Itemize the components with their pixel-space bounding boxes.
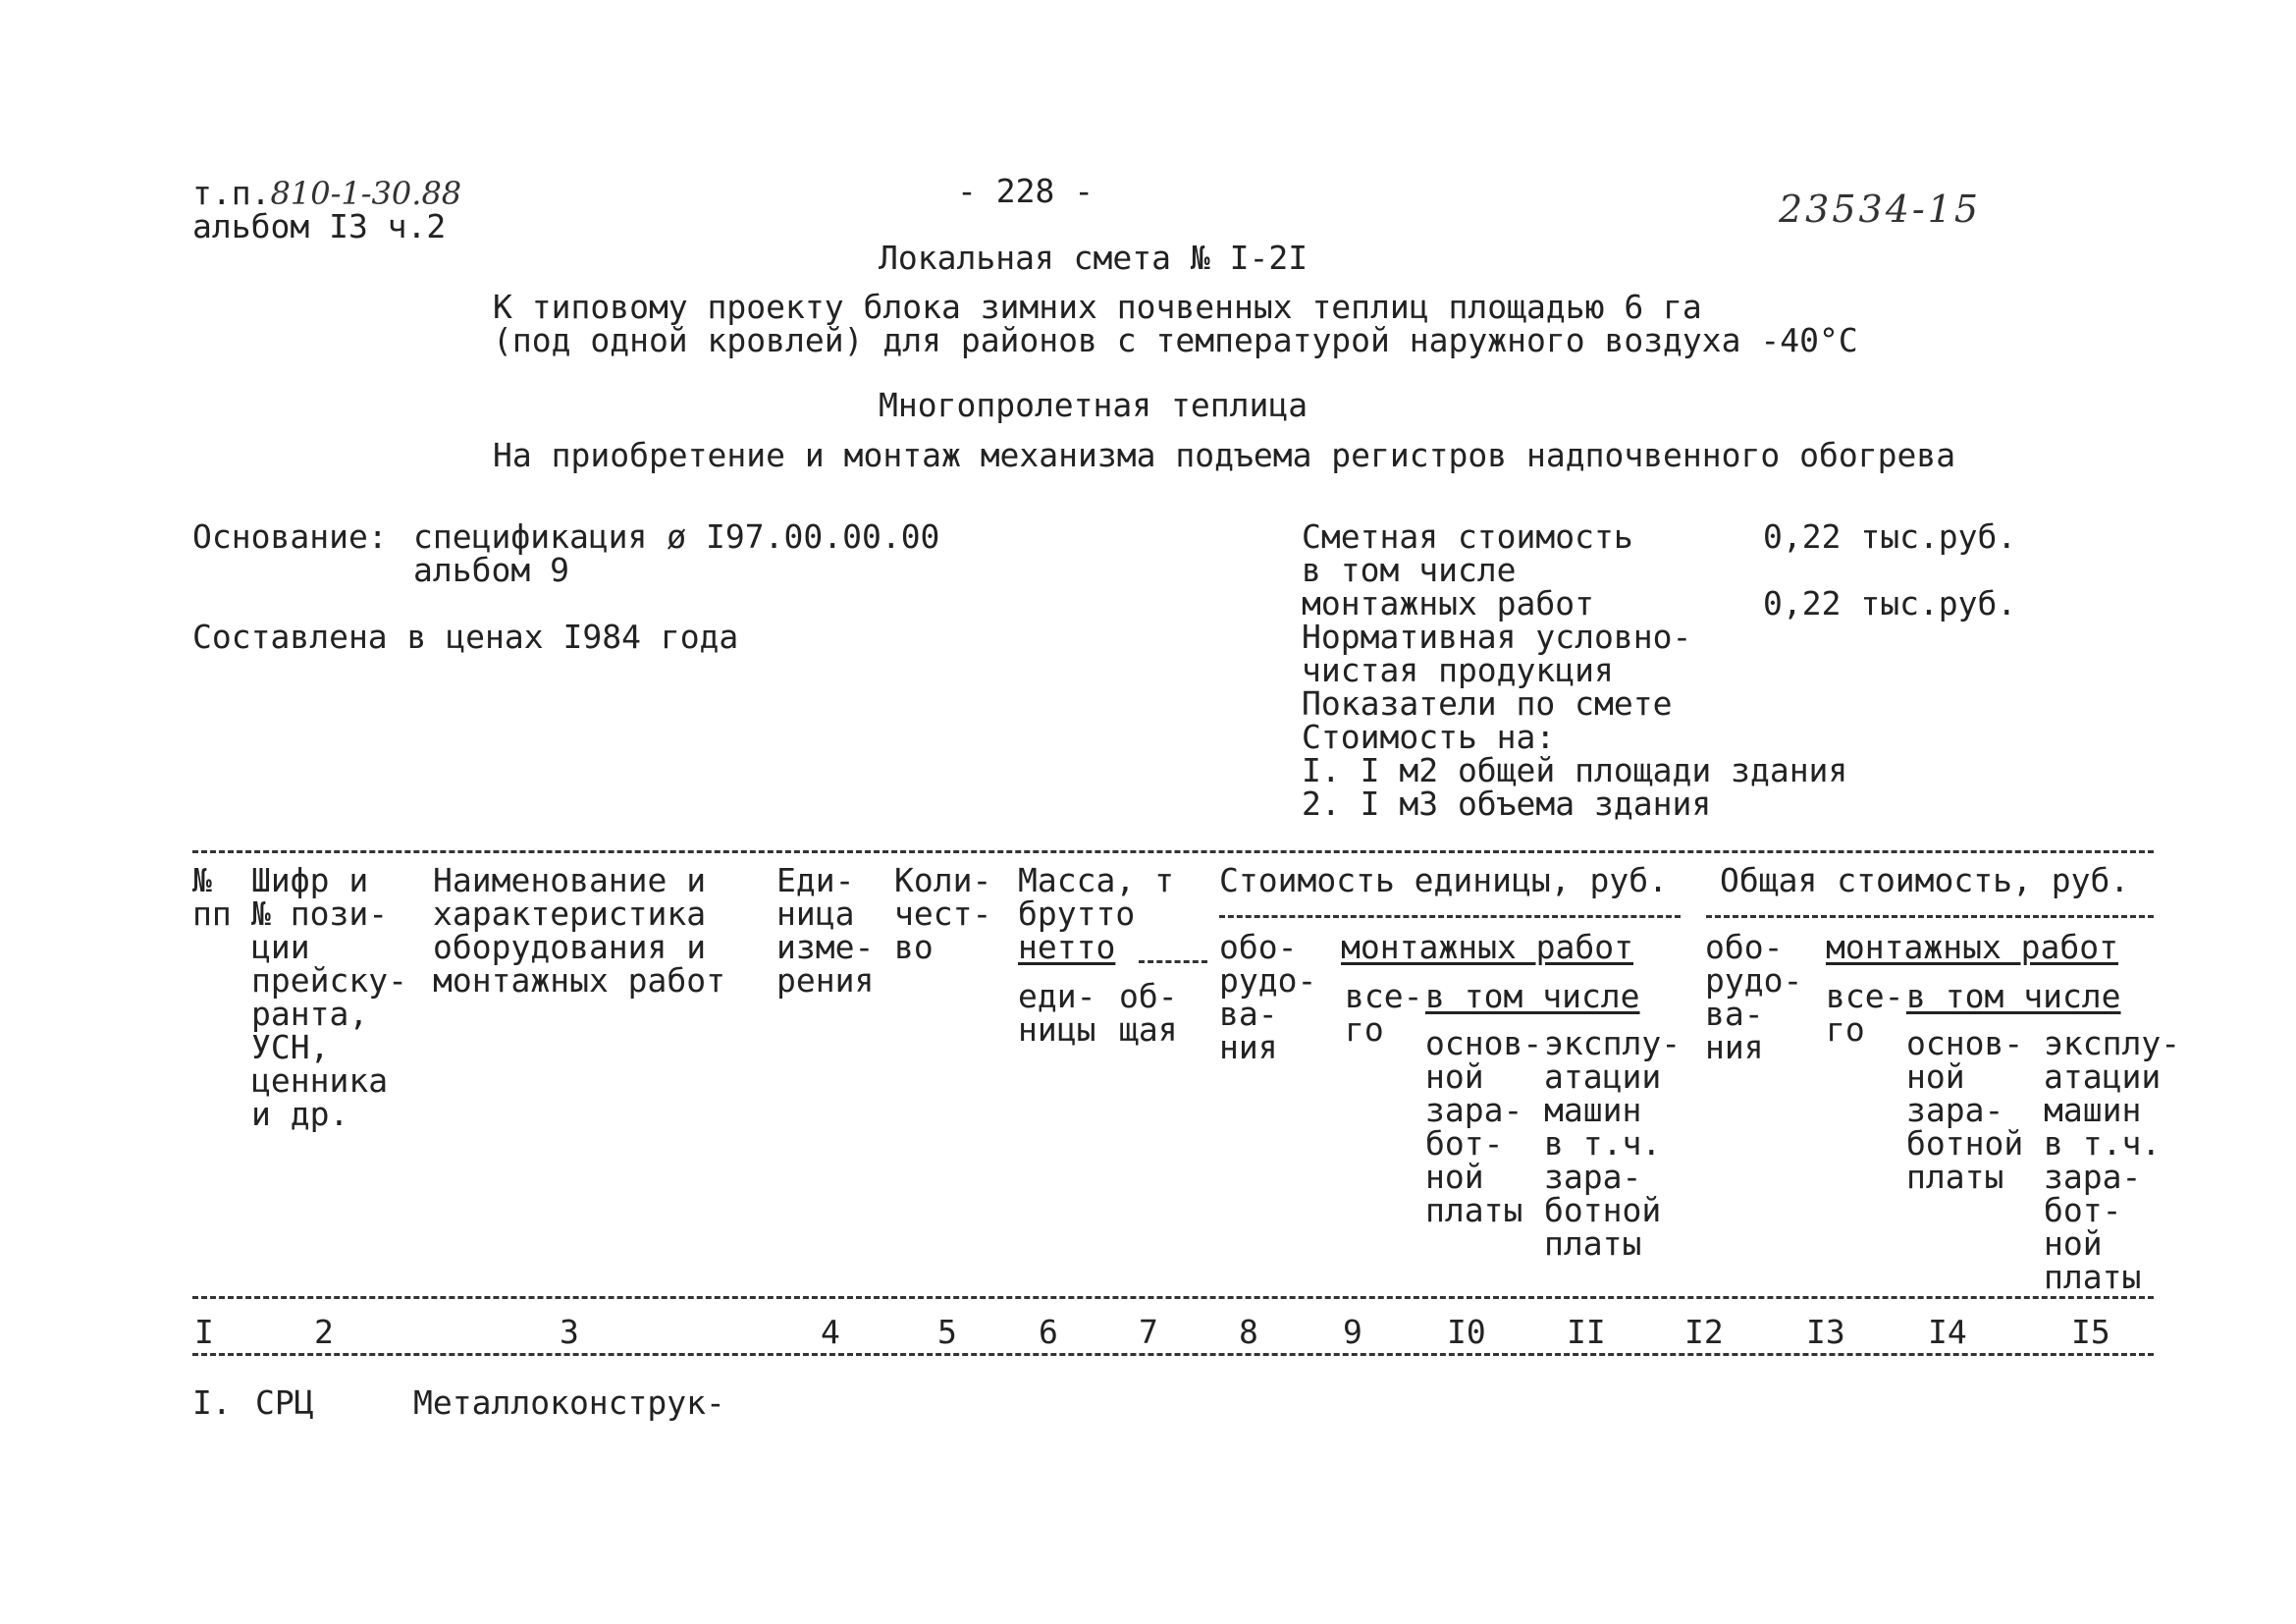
row-name: Металлоконструк- [413,1383,725,1422]
estimated-cost-value: 0,22 тыс.руб. [1763,517,2017,556]
column-number: I0 [1447,1313,1486,1351]
basis-album: альбом 9 [413,551,569,589]
column-number: 5 [937,1313,957,1351]
cost-per-m2: I. I м2 общей площади здания [1302,751,1848,789]
page-number: - 228 - [957,172,1095,210]
purpose-title: На приобретение и монтаж механизма подъема регистров надпочвенного обогрева [493,436,1956,474]
cost-per-label: Стоимость на: [1302,718,1556,756]
column-number: 9 [1343,1313,1362,1351]
album-label: альбом I3 ч.2 [192,207,447,245]
header-mass-per-unit: еди- ницы [1018,977,1096,1049]
column-numbers-rule [192,1353,2154,1356]
inventory-number-handwritten: 23534-15 [1779,188,1982,231]
header-unit-machine-operation: эксплу- атации машин в т.ч. зара- ботной платы [1544,1024,1682,1263]
column-number: 4 [821,1313,840,1351]
table-top-rule [192,850,2154,853]
header-unit-cost-group: Стоимость единицы, руб. [1219,861,1668,899]
estimated-cost-label: Сметная стоимость [1302,517,1633,556]
project-title-line1: К типовому проекту блока зимних почвенных теплиц площадью 6 га [493,288,1702,326]
header-total-including: в том числе [1906,977,2121,1015]
unit-cost-rule [1219,915,1681,918]
header-total-cost-group: Общая стоимость, руб. [1720,861,2130,899]
header-total-equipment: обо- рудо- ва- ния [1705,928,1803,1066]
column-number: I4 [1928,1313,1967,1351]
header-quantity: Коли- чест- во [894,861,992,966]
header-mass-gross: брутто [1018,894,1136,933]
column-number: 3 [560,1313,579,1351]
row-number: I. [192,1383,232,1422]
header-total-installation: монтажных работ [1826,928,2119,966]
header-code: Шифр и № пози- ции прейску- ранта, УСН, ценника и др. [251,861,407,1133]
normative-label-1: Нормативная условно- [1302,618,1692,656]
column-number: 8 [1239,1313,1258,1351]
object-title: Многопролетная теплица [879,386,1308,424]
header-unit-total: все- го [1345,977,1423,1049]
header-bottom-rule [192,1296,2154,1299]
header-unit-installation: монтажных работ [1341,928,1634,966]
header-mass-net: нетто [1018,928,1116,966]
basis-spec: спецификация ø I97.00.00.00 [413,517,940,556]
column-number: 7 [1139,1313,1158,1351]
column-number: 6 [1039,1313,1058,1351]
header-name: Наименование и характеристика оборудования и монтажных работ [433,861,726,1000]
row-code: СРЦ [255,1383,314,1422]
column-number: I5 [2071,1313,2110,1351]
header-unit-including: в том числе [1425,977,1640,1015]
including-label: в том числе [1302,551,1517,589]
column-number: I3 [1806,1313,1845,1351]
header-total-total: все- го [1826,977,1904,1049]
header-total-basic-wages: основ- ной зара- ботной платы [1906,1024,2024,1196]
header-row-number: № пп [192,861,232,933]
column-number: II [1567,1313,1606,1351]
basis-label: Основание: [192,517,388,556]
header-unit: Еди- ница изме- рения [776,861,875,1000]
column-number: I2 [1684,1313,1724,1351]
project-prefix: т.п. [192,174,271,212]
normative-label-2: чистая продукция [1302,651,1614,689]
column-number: I [194,1313,214,1351]
installation-cost-value: 0,22 тыс.руб. [1763,584,2017,623]
header-total-machine-operation: эксплу- атации машин в т.ч. зара- бот- ной платы [2044,1024,2181,1296]
price-basis: Составлена в ценах I984 года [192,618,739,656]
header-unit-basic-wages: основ- ной зара- бот- ной платы [1425,1024,1543,1229]
cost-per-m3: 2. I м3 объема здания [1302,785,1712,823]
project-number-handwritten: 810-1-30.88 [270,175,462,212]
header-mass-total: об- щая [1119,977,1178,1049]
project-title-line2: (под одной кровлей) для районов с температурой наружного воздуха -40°С [493,321,1858,359]
column-number: 2 [314,1313,334,1351]
estimate-title: Локальная смета № I-2I [879,239,1308,277]
total-cost-rule [1706,915,2154,918]
project-ref [192,174,462,212]
mass-rule [1139,960,1207,963]
installation-cost-label: монтажных работ [1302,584,1595,623]
header-mass: Масса, т [1018,861,1174,899]
header-unit-equipment: обо- рудо- ва- ния [1219,928,1317,1066]
indicators-label: Показатели по смете [1302,684,1673,723]
